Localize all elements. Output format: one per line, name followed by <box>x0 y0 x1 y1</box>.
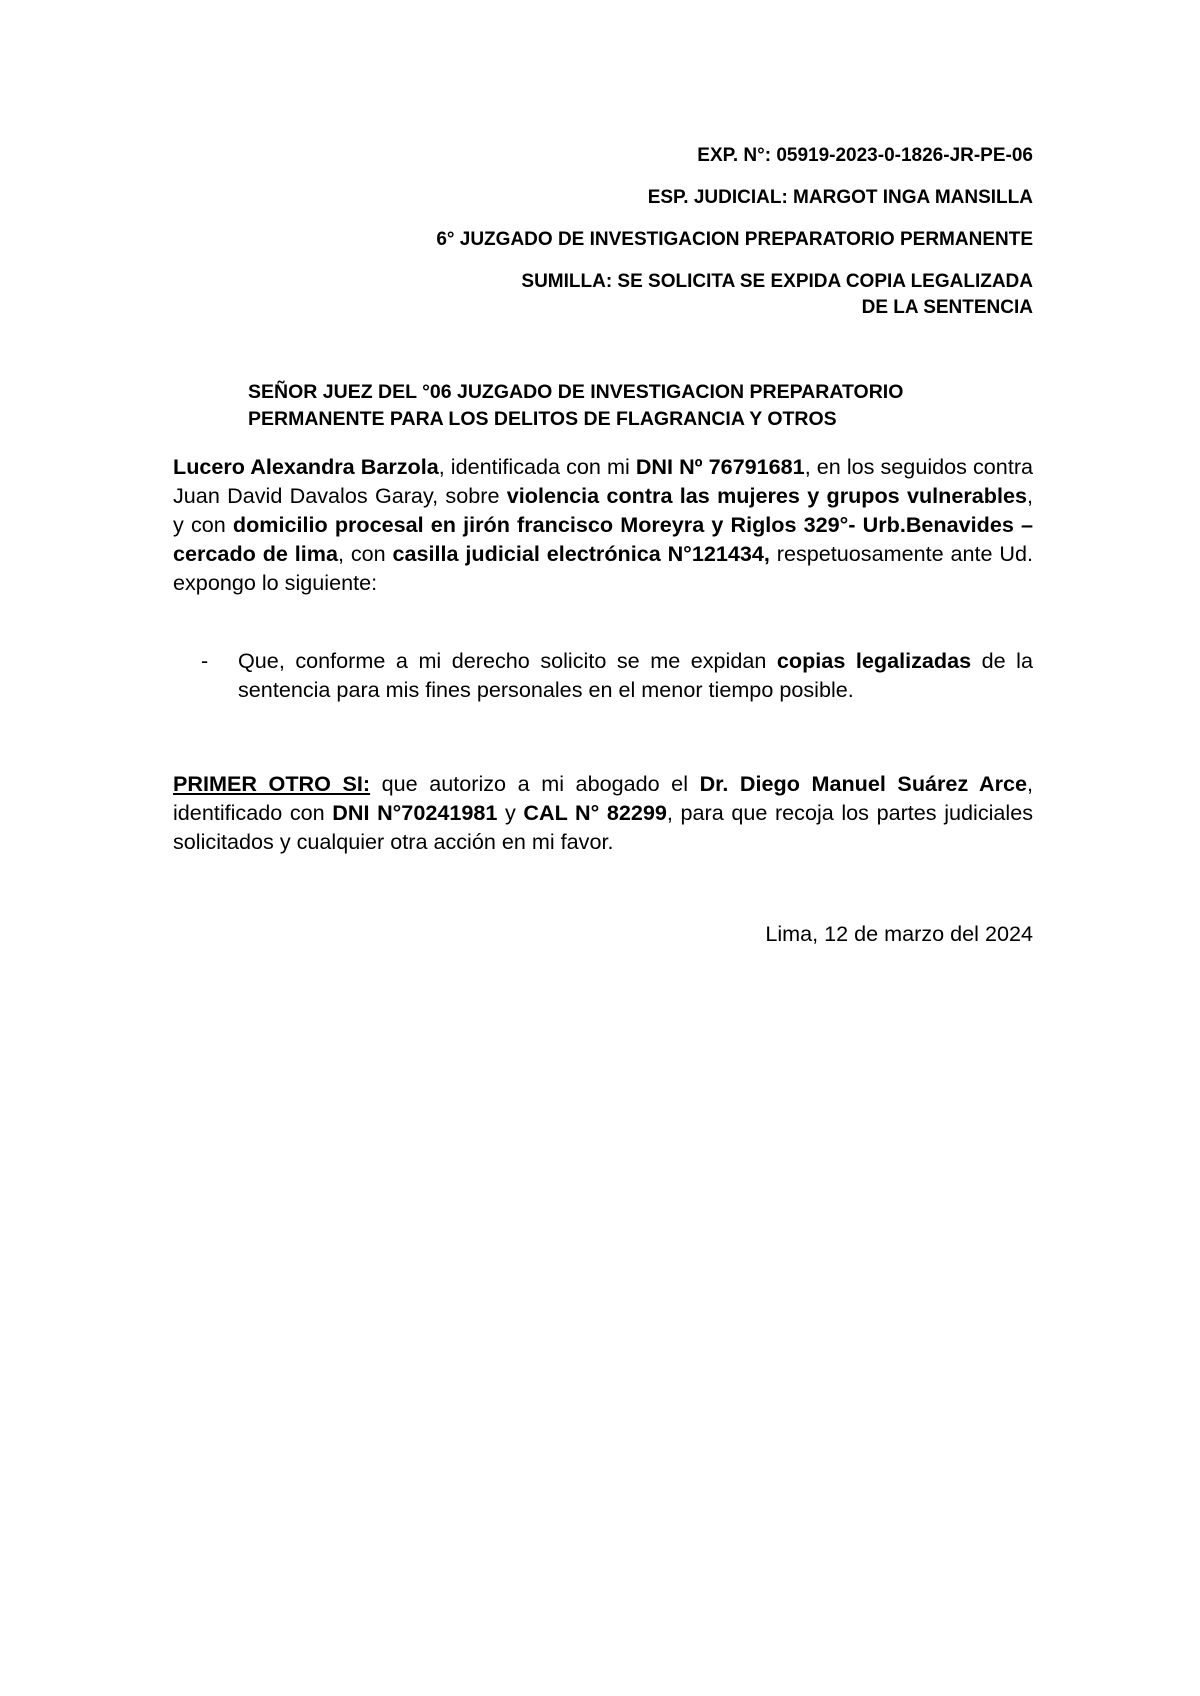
lawyer-dni: DNI N°70241981 <box>332 800 498 825</box>
otrosi-paragraph <box>173 769 1033 856</box>
dash-bullet: - <box>201 648 209 673</box>
procedural-address: domicilio procesal en jirón francisco Moreyra y Riglos 329°- Urb.Benavides – cercado de lima <box>173 512 1033 566</box>
intro-text-4: , con <box>337 541 393 566</box>
addressee-line-1: SEÑOR JUEZ DEL °06 JUZGADO DE INVESTIGACION PREPARATORIO <box>248 381 904 403</box>
otrosi-label: PRIMER OTRO SI: <box>173 771 371 796</box>
petitioner-name: Lucero Alexandra Barzola <box>173 454 439 479</box>
otrosi-text-2: , identificado con <box>173 771 1034 825</box>
intro-text-3: , y con <box>173 483 1034 537</box>
court-name: 6° JUZGADO DE INVESTIGACION PREPARATORIO PERMANENTE <box>436 229 1033 250</box>
document-date: Lima, 12 de marzo del 2024 <box>765 921 1033 946</box>
intro-text-1: , identificada con mi <box>438 454 636 479</box>
otrosi-text-1: que autorizo a mi abogado el <box>370 771 700 796</box>
lawyer-name: Dr. Diego Manuel Suárez Arce <box>699 771 1028 796</box>
electronic-mailbox: casilla judicial electrónica N°121434, <box>392 541 770 566</box>
request-text-2: de la sentencia para mis fines personales en el menor tiempo posible. <box>238 648 1033 702</box>
case-header <box>233 143 1033 321</box>
lawyer-cal: CAL N° 82299 <box>523 800 667 825</box>
request-bold: copias legalizadas <box>776 648 972 673</box>
addressee <box>248 379 1038 433</box>
request-item <box>201 646 1033 704</box>
addressee-line-2: PERMANENTE PARA LOS DELITOS DE FLAGRANCIA Y OTROS <box>248 408 837 430</box>
request-text <box>238 646 1033 704</box>
judicial-specialist: ESP. JUDICIAL: MARGOT INGA MANSILLA <box>647 187 1033 208</box>
intro-text-2: , en los seguidos contra Juan David Davalos Garay, sobre <box>173 454 1034 508</box>
case-matter: violencia contra las mujeres y grupos vulnerables <box>506 483 1028 508</box>
sumilla-line-1: SUMILLA: SE SOLICITA SE EXPIDA COPIA LEGALIZADA <box>521 271 1033 292</box>
petitioner-dni: DNI Nº 76791681 <box>635 454 805 479</box>
intro-text-5: respetuosamente ante Ud. expongo lo siguiente: <box>173 541 1033 595</box>
otrosi-text-3: y <box>497 800 524 825</box>
otrosi-text-4: , para que recoja los partes judiciales solicitados y cualquier otra acción en mi favor. <box>173 800 1034 854</box>
request-text-1: Que, conforme a mi derecho solicito se me expidan <box>238 648 777 673</box>
case-number: EXP. N°: 05919-2023-0-1826-JR-PE-06 <box>697 145 1033 166</box>
sumilla-line-2: DE LA SENTENCIA <box>861 297 1033 318</box>
intro-paragraph <box>173 452 1033 597</box>
